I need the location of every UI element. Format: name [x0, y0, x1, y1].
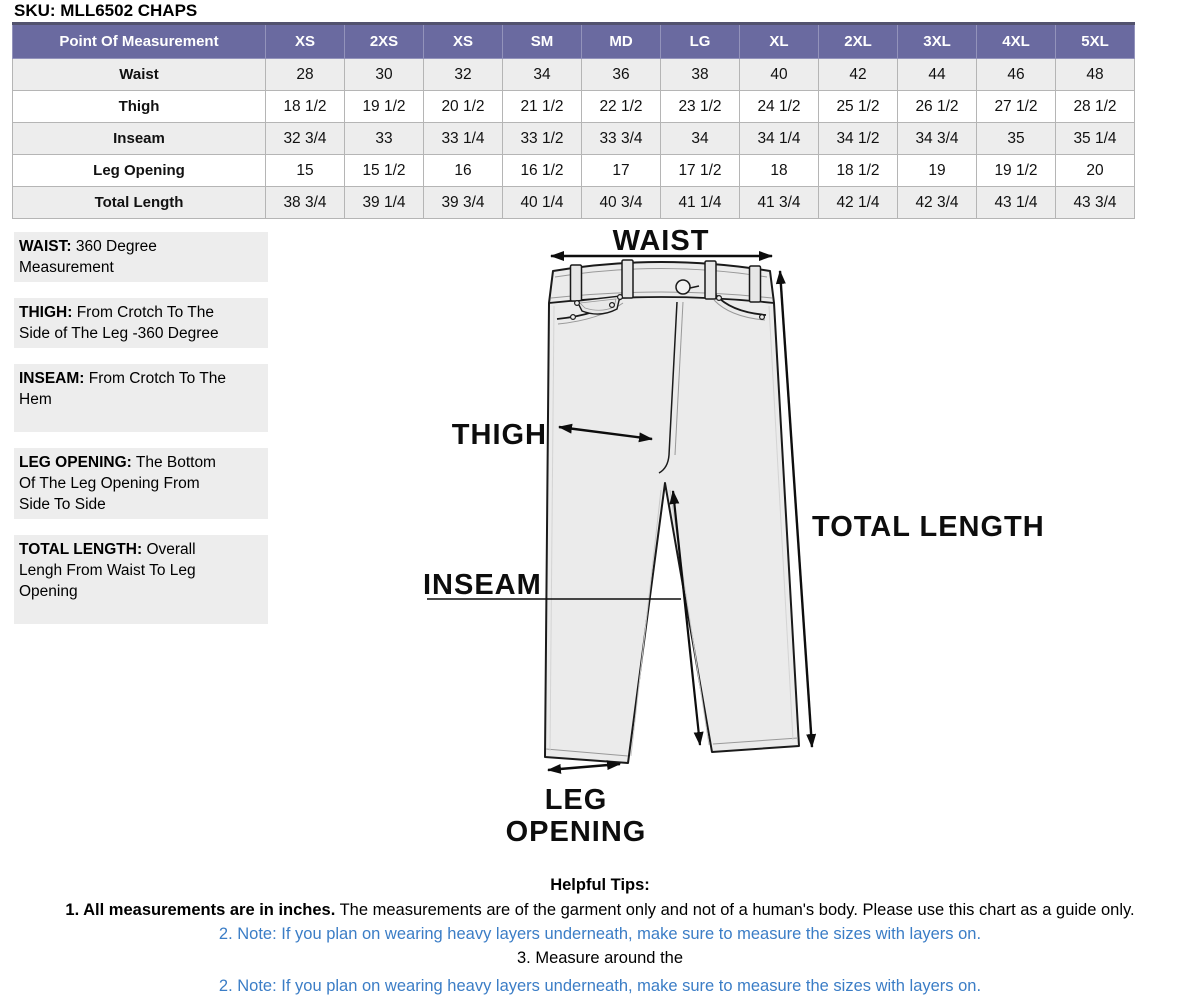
measurement-cell: 43 1/4	[977, 187, 1056, 219]
definition-text: From Crotch To The Hem	[19, 370, 227, 408]
size-table-header-row	[13, 24, 1135, 59]
measurement-cell: 44	[898, 59, 977, 91]
measurement-cell: 17 1/2	[661, 155, 740, 187]
definition-term: TOTAL LENGTH:	[19, 541, 143, 558]
header-size-4: SM	[503, 24, 582, 59]
thigh-label: THIGH	[451, 419, 547, 451]
measurement-cell: 20	[1056, 155, 1135, 187]
measurement-cell: 25 1/2	[819, 91, 898, 123]
measurement-cell: 28	[266, 59, 345, 91]
measurement-cell: 20 1/2	[424, 91, 503, 123]
definition-text: The Bottom Of The Leg Opening From Side To Side	[19, 454, 216, 513]
measurement-cell: 43 3/4	[1056, 187, 1135, 219]
measurement-cell: 48	[1056, 59, 1135, 91]
header-size-8: 2XL	[819, 24, 898, 59]
leg-opening-arrow	[548, 764, 620, 770]
size-table-body	[13, 59, 1135, 219]
measurement-cell: 22 1/2	[582, 91, 661, 123]
measurement-cell: 32	[424, 59, 503, 91]
definition-leg-opening	[14, 448, 268, 519]
pants-diagram-container	[400, 222, 1100, 872]
measurement-cell: 18 1/2	[266, 91, 345, 123]
row-label: Thigh	[13, 91, 266, 123]
measurement-cell: 32 3/4	[266, 123, 345, 155]
measurement-cell: 42 3/4	[898, 187, 977, 219]
definition-term: WAIST:	[19, 238, 72, 255]
measurement-cell: 34 1/2	[819, 123, 898, 155]
helpful-tips	[0, 876, 1200, 1001]
size-chart	[12, 22, 1135, 219]
header-size-11: 5XL	[1056, 24, 1135, 59]
measurement-cell: 38	[661, 59, 740, 91]
measurement-cell: 42	[819, 59, 898, 91]
size-chart-table	[12, 22, 1135, 219]
header-point-of-measurement: Point Of Measurement	[13, 24, 266, 59]
table-row-inseam	[13, 123, 1135, 155]
row-label: Leg Opening	[13, 155, 266, 187]
measurement-cell: 33	[345, 123, 424, 155]
definition-term: LEG OPENING:	[19, 454, 132, 471]
measurement-cell: 19 1/2	[977, 155, 1056, 187]
definition-thigh	[14, 298, 268, 348]
measurement-cell: 24 1/2	[740, 91, 819, 123]
header-size-5: MD	[582, 24, 661, 59]
measurement-cell: 28 1/2	[1056, 91, 1135, 123]
measurement-cell: 18 1/2	[819, 155, 898, 187]
measurement-cell: 33 1/4	[424, 123, 503, 155]
table-row-leg-opening	[13, 155, 1135, 187]
pants-diagram	[400, 222, 1100, 872]
measurement-cell: 30	[345, 59, 424, 91]
measurement-cell: 34	[503, 59, 582, 91]
header-size-3: XS	[424, 24, 503, 59]
tip-line-2: 2. Note: If you plan on wearing heavy layers underneath, make sure to measure the sizes with layers on.	[218, 925, 982, 943]
definition-total-length	[14, 535, 268, 624]
definition-text: From Crotch To The Side of The Leg -360 Degree	[19, 304, 219, 342]
header-size-2: 2XS	[345, 24, 424, 59]
definition-inseam	[14, 364, 268, 432]
measurement-cell: 34 1/4	[740, 123, 819, 155]
measurement-cell: 35 1/4	[1056, 123, 1135, 155]
header-size-9: 3XL	[898, 24, 977, 59]
measurement-cell: 42 1/4	[819, 187, 898, 219]
inseam-label: INSEAM	[423, 569, 542, 601]
measurement-cell: 27 1/2	[977, 91, 1056, 123]
table-row-total-length	[13, 187, 1135, 219]
measurement-cell: 39 1/4	[345, 187, 424, 219]
measurement-cell: 19	[898, 155, 977, 187]
sku-title: SKU: MLL6502 CHAPS	[14, 1, 198, 20]
measurement-cell: 34	[661, 123, 740, 155]
measurement-cell: 40 1/4	[503, 187, 582, 219]
row-label: Inseam	[13, 123, 266, 155]
measurement-cell: 41 3/4	[740, 187, 819, 219]
waist-label: WAIST	[612, 225, 710, 257]
measurement-cell: 33 1/2	[503, 123, 582, 155]
measurement-cell: 26 1/2	[898, 91, 977, 123]
tip-line-1-rest: The measurements are of the garment only and not of a human's body. Please use this chart as a guide only.	[335, 901, 1135, 919]
measurement-cell: 35	[977, 123, 1056, 155]
measurement-cell: 16	[424, 155, 503, 187]
row-label: Waist	[13, 59, 266, 91]
header-size-1: XS	[266, 24, 345, 59]
header-size-10: 4XL	[977, 24, 1056, 59]
definitions-panel	[14, 232, 268, 640]
measurement-cell: 15	[266, 155, 345, 187]
tip-line-4: 2. Note: If you plan on wearing heavy layers underneath, make sure to measure the sizes with layers on.	[218, 977, 982, 995]
table-row-waist	[13, 59, 1135, 91]
definition-term: INSEAM:	[19, 370, 85, 387]
definition-waist	[14, 232, 268, 282]
measurement-cell: 21 1/2	[503, 91, 582, 123]
measurement-cell: 17	[582, 155, 661, 187]
table-row-thigh	[13, 91, 1135, 123]
pants-outline	[545, 262, 799, 763]
measurement-cell: 16 1/2	[503, 155, 582, 187]
header-size-7: XL	[740, 24, 819, 59]
measurement-cell: 39 3/4	[424, 187, 503, 219]
measurement-cell: 23 1/2	[661, 91, 740, 123]
tip-line-1-bold: 1. All measurements are in inches.	[65, 901, 336, 919]
row-label: Total Length	[13, 187, 266, 219]
measurement-cell: 38 3/4	[266, 187, 345, 219]
measurement-cell: 46	[977, 59, 1056, 91]
definition-term: THIGH:	[19, 304, 73, 321]
measurement-cell: 19 1/2	[345, 91, 424, 123]
definition-text: Overall Lengh From Waist To Leg Opening	[19, 541, 196, 600]
header-size-6: LG	[661, 24, 740, 59]
tips-heading: Helpful Tips:	[550, 876, 650, 894]
measurement-cell: 40 3/4	[582, 187, 661, 219]
total-length-label: TOTAL LENGTH	[812, 511, 1045, 543]
measurement-cell: 34 3/4	[898, 123, 977, 155]
definition-text: 360 Degree Measurement	[19, 238, 157, 276]
leg-opening-label-line1: LEG	[544, 784, 608, 816]
measurement-cell: 40	[740, 59, 819, 91]
leg-opening-label-line2: OPENING	[505, 816, 647, 848]
measurement-cell: 33 3/4	[582, 123, 661, 155]
measurement-cell: 36	[582, 59, 661, 91]
measurement-cell: 15 1/2	[345, 155, 424, 187]
measurement-cell: 41 1/4	[661, 187, 740, 219]
tip-line-1	[0, 901, 1200, 920]
measurement-cell: 18	[740, 155, 819, 187]
tip-line-3: 3. Measure around the	[516, 949, 684, 967]
